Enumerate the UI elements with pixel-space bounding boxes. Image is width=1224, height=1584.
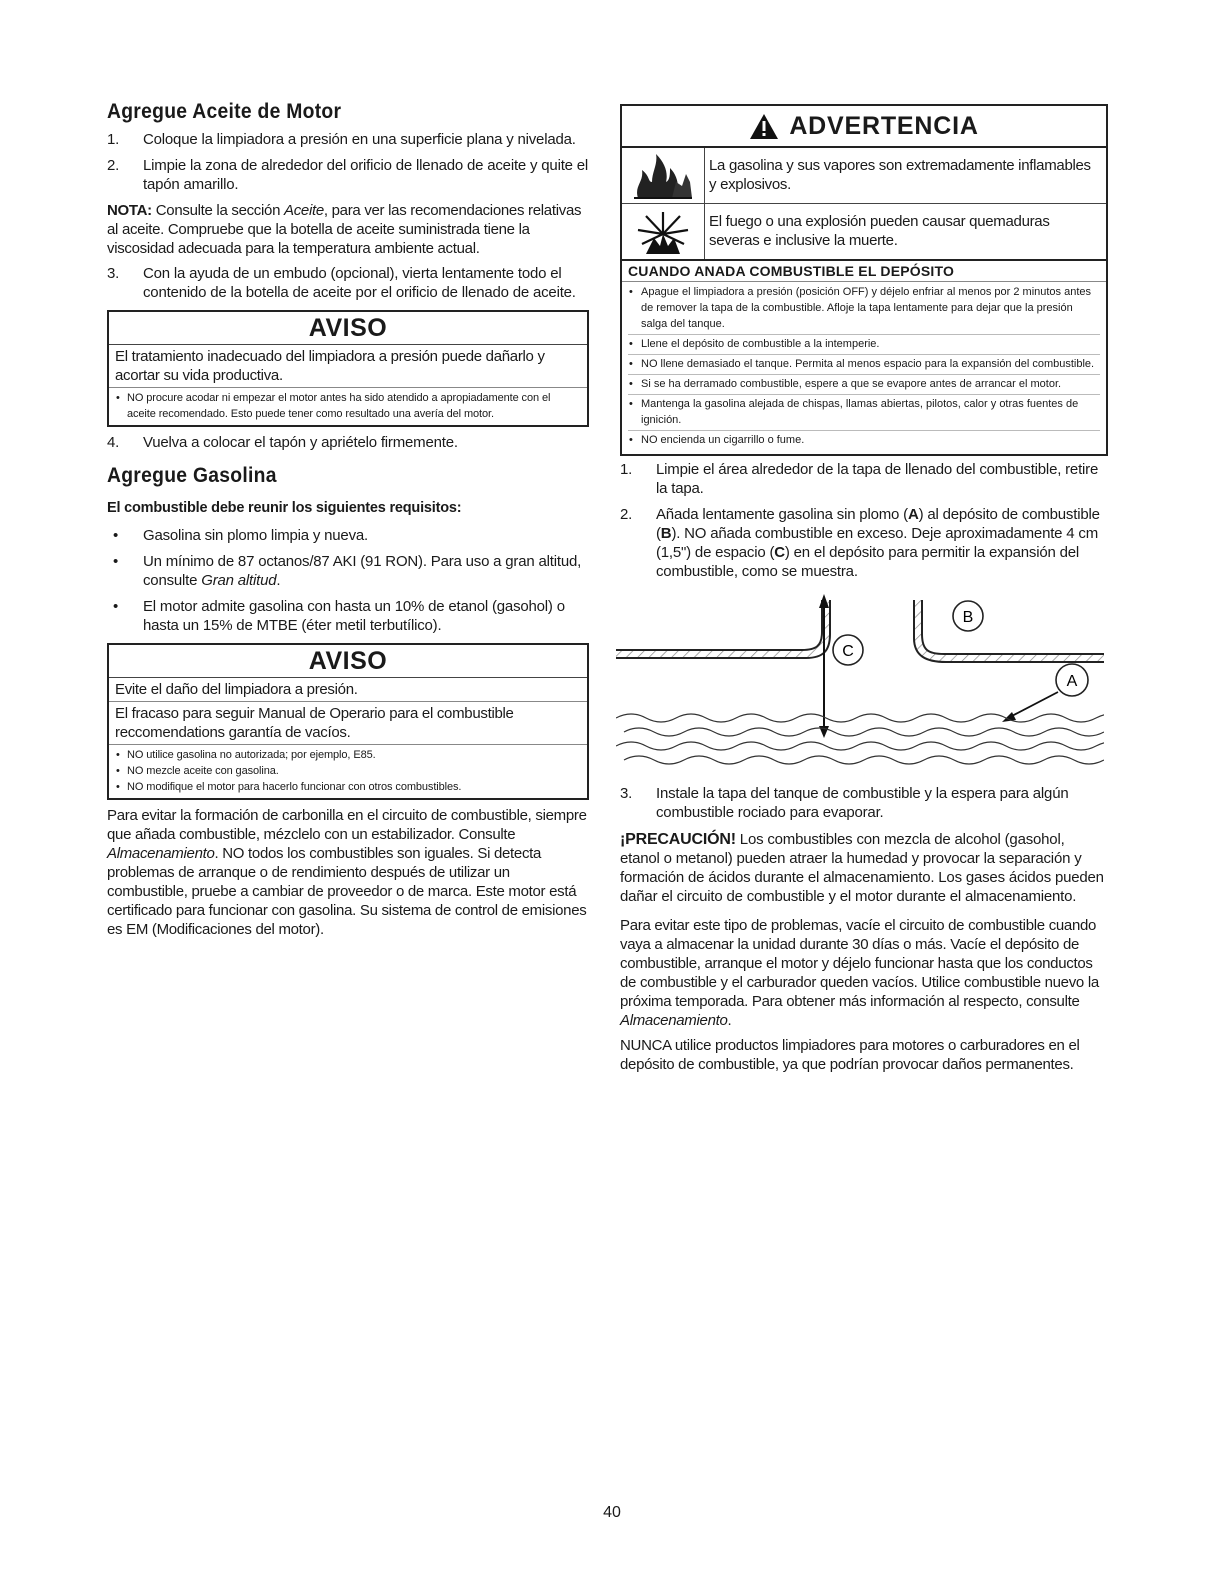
warning-box [620,104,1108,456]
label-a: A [1066,673,1078,690]
notice-title: AVISO [109,645,587,678]
refuel-bullet: • Apague el limpiadora a presión (posición OFF) y déjelo enfriar al menos por 2 minutos antes de remover la tapa de la combustible. Afloje la tapa lentamente para dejar que la presión salga del tanque. [628,284,1100,335]
oil-note: NOTA: Consulte la sección Aceite, para ver las recomendaciones relativas al aceite. Compruebe que la botella de aceite suministrada tiene la viscosidad adecuada para la temperatura ambiente actual. [107,202,582,257]
storage-paragraph: Para evitar este tipo de problemas, vacíe el circuito de combustible cuando vaya a almacenar la unidad durante 30 días o más. Vacíe el depósito de combustible, arranque el motor y déjelo funcionar hasta que los conductos de combustible y el carburador queden vacíos. Utilice combustible nuevo la próxima temporada. Para obtener más información al respecto, consulte Almacenamiento. [620,917,1099,1029]
explosion-hazard-icon [622,203,704,259]
requirement-item: • Gasolina sin plomo limpia y nueva. [107,526,589,545]
oil-step-4: 4. Vuelva a colocar el tapón y apriételo firmemente. [107,434,458,451]
warning-header [622,106,1106,148]
fire-hazard-icon [622,148,704,203]
notice-bullet: • NO mezcle aceite con gasolina. [115,763,581,779]
requirement-item: • Un mínimo de 87 octanos/87 AKI (91 RON). Para uso a gran altitud, consulte Gran altitud. [107,552,589,590]
page-number: 40 [603,1504,621,1521]
warning-triangle-icon [749,113,779,140]
refuel-bullet: • NO encienda un cigarrillo o fume. [628,432,1100,450]
label-c: C [842,643,854,660]
oil-step-2: 2. Limpie la zona de alrededor del orificio de llenado de aceite y quite el tapón amarillo. [107,157,589,193]
warning-text-explosion: El fuego o una explosión pueden causar quemaduras severas e inclusive la muerte. [705,203,1106,258]
notice-bullet: • NO modifique el motor para hacerlo funcionar con otros combustibles. [115,779,581,795]
fuel-step-3: 3. Instale la tapa del tanque de combustible y la espera para algún combustible rociado para evaporar. [620,785,1069,821]
warning-title: ADVERTENCIA [789,111,979,140]
fuel-step-1: 1. Limpie el área alrededor de la tapa de llenado del combustible, retire la tapa. [620,461,1099,497]
refuel-bullet: • Mantenga la gasolina alejada de chispas, llamas abiertas, pilotos, calor y otras fuentes de ignición. [628,396,1100,431]
warning-text-flammable: La gasolina y sus vapores son extremadamente inflamables y explosivos. [709,157,1091,193]
left-column [107,100,589,939]
fuel-tank-diagram [616,588,1104,778]
requirements-title: El combustible debe reunir los siguientes requisitos: [107,500,462,516]
notice-bullet: • NO procure acodar ni empezar el motor antes ha sido atendido a apropiadamente con el aceite recomendado. Esto puede tener como resultado una avería del motor. [115,390,581,422]
notice-text: Evite el daño del limpiadora a presión. [109,678,587,702]
notice-box-oil [107,310,589,427]
requirement-item: • El motor admite gasolina con hasta un 10% de etanol (gasohol) o hasta un 15% de MTBE (éter metil terbutílico). [107,597,589,635]
stabilizer-paragraph: Para evitar la formación de carbonilla en el circuito de combustible, siempre que añada combustible, mézclelo con un estabilizador. Consulte Almacenamiento. NO todos los combustibles son iguales. Si detecta problemas de arranque o de rendimiento después de utilizar un combustible, pruebe a cambiar de proveedor o de marca. Este motor está certificado para funcionar con gasolina. Su sistema de control de emisiones es EM (Modificaciones del motor). [107,807,587,938]
notice-text: El fracaso para seguir Manual de Operario para el combustible reccomendations garantía de vacíos. [109,702,587,745]
label-b: B [962,609,974,626]
oil-step-3: 3. Con la ayuda de un embudo (opcional), vierta lentamente todo el contenido de la botella de aceite por el orificio de llenado de aceite. [107,265,576,301]
oil-step-1: 1. Coloque la limpiadora a presión en una superficie plana y nivelada. [107,131,576,148]
oil-section-title: Agregue Aceite de Motor [107,100,342,123]
requirements-list [107,526,589,635]
refuel-bullet: • Llene el depósito de combustible a la intemperie. [628,336,1100,355]
notice-text: El tratamiento inadecuado del limpiadora a presión puede dañarlo y acortar su vida productiva. [109,345,587,388]
notice-title: AVISO [109,312,587,345]
notice-box-fuel [107,643,589,800]
caution-label: ¡PRECAUCIÓN! [620,831,736,848]
caution-paragraph: ¡PRECAUCIÓN! Los combustibles con mezcla de alcohol (gasohol, etanol o metanol) pueden atraer la humedad y provocar la separación y formación de ácidos durante el almacenamiento. Los gases ácidos pueden dañar el circuito de combustible y el motor durante el almacenamiento. [620,831,1104,905]
refuel-bullet: • Si se ha derramado combustible, espere a que se evapore antes de arrancar el motor. [628,376,1100,395]
fuel-steps [620,460,1108,581]
gas-section-title: Agregue Gasolina [107,464,277,487]
fuel-step-2: 2. Añada lentamente gasolina sin plomo (A) al depósito de combustible (B). NO añada combustible en exceso. Deje aproximadamente 4 cm (1,5") de espacio (C) en el depósito para permitir la expansión del combustible, como se muestra. [620,506,1100,580]
notice-bullet: • NO utilice gasolina no autorizada; por ejemplo, E85. [115,747,581,763]
right-column [620,104,1108,1074]
refuel-bullet: • NO llene demasiado el tanque. Permita al menos espacio para la expansión del combustible. [628,356,1100,375]
oil-steps [107,130,589,194]
never-paragraph: NUNCA utilice productos limpiadores para motores o carburadores en el depósito de combustible, ya que podrían provocar daños permanentes. [620,1037,1080,1073]
refuel-safety-list [622,282,1106,454]
refuel-subtitle: CUANDO ANADA COMBUSTIBLE EL DEPÓSITO [622,261,1106,282]
